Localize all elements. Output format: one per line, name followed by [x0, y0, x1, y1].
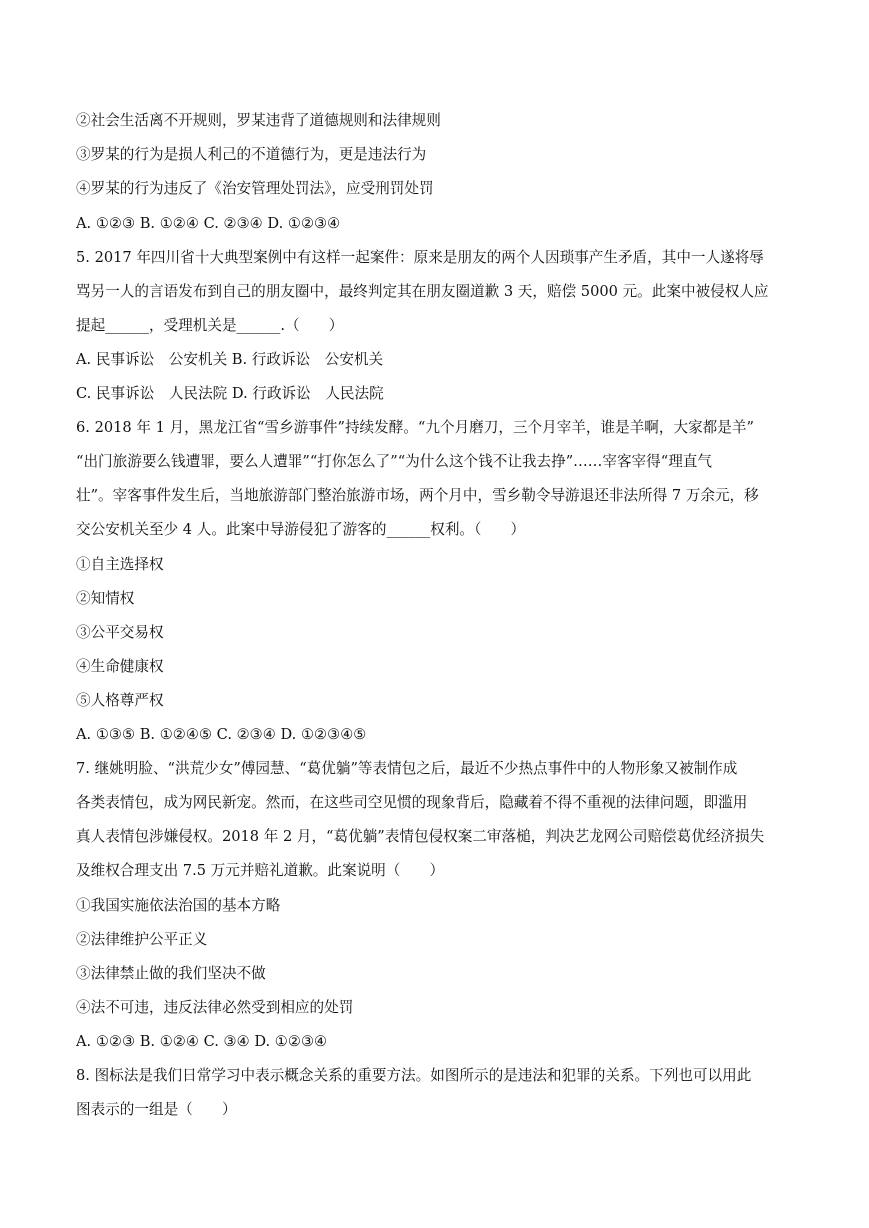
list-item: ①我国实施依法治国的基本方略 [76, 897, 281, 914]
list-item: ④生命健康权 [76, 658, 164, 675]
question-7-text: 7. 继姚明脸、“洪荒少女”傅园慧、“葛优躺”等表情包之后，最近不少热点事件中的人物形象又被制作成 [76, 760, 738, 777]
list-item: ③法律禁止做的我们坚决不做 [76, 965, 266, 982]
list-item: ②知情权 [76, 590, 135, 607]
question-5-text: 骂另一人的言语发布到自己的朋友圈中，最终判定其在朋友圈道歉 3 天，赔偿 5000 元。此案中被侵权人应 [76, 283, 769, 300]
question-7-text: 真人表情包涉嫌侵权。2018 年 2 月，“葛优躺”表情包侵权案二审落槌，判决艺龙网公司赔偿葛优经济损失 [76, 828, 765, 845]
list-item: ③公平交易权 [76, 624, 164, 641]
question-7-text: 各类表情包，成为网民新宠。然而，在这些司空见惯的现象背后，隐藏着不得不重视的法律问题，即滥用 [76, 794, 748, 811]
question-5-text: 5. 2017 年四川省十大典型案例中有这样一起案件：原来是朋友的两个人因琐事产生矛盾，其中一人遂将辱 [76, 249, 764, 266]
list-item: ②法律维护公平正义 [76, 931, 208, 948]
answer-options: A. ①②③ B. ①②④ C. ②③④ D. ①②③④ [76, 215, 341, 232]
question-8-text: 8. 图标法是我们日常学习中表示概念关系的重要方法。如图所示的是违法和犯罪的关系。下列也可以用此 [76, 1067, 752, 1084]
list-item: ④法不可违，违反法律必然受到相应的处罚 [76, 999, 354, 1016]
question-6-text: 6. 2018 年 1 月，黑龙江省“雪乡游事件”持续发酵。“九个月磨刀，三个月宰羊，谁是羊啊，大家都是羊” [76, 419, 754, 436]
answer-options: A. ①③⑤ B. ①②④⑤ C. ②③④ D. ①②③④⑤ [76, 726, 367, 743]
text-line: ④罗某的行为违反了《治安管理处罚法》，应受刑罚处罚 [76, 180, 434, 197]
answer-options: C. 民事诉讼 人民法院 D. 行政诉讼 人民法院 [76, 385, 384, 402]
question-6-text: “出门旅游要么钱遭罪，要么人遭罪”“打你怎么了”“为什么这个钱不让我去挣”……宰客宰得“理直气 [76, 453, 712, 470]
text-line: ②社会生活离不开规则，罗某违背了道德规则和法律规则 [76, 112, 441, 129]
text-line: ③罗某的行为是损人利己的不道德行为，更是违法行为 [76, 146, 427, 163]
question-5-text: 提起______，受理机关是______.（ ） [76, 317, 344, 334]
question-7-text: 及维权合理支出 7.5 万元并赔礼道歉。此案说明（ ） [76, 862, 445, 879]
answer-options: A. 民事诉讼 公安机关 B. 行政诉讼 公安机关 [76, 351, 384, 368]
question-6-text: 交公安机关至少 4 人。此案中导游侵犯了游客的______权利。（ ） [76, 521, 526, 538]
question-6-text: 壮”。宰客事件发生后，当地旅游部门整治旅游市场，两个月中，雪乡勒令导游退还非法所得 7 万余元，移 [76, 487, 759, 504]
answer-options: A. ①②③ B. ①②④ C. ③④ D. ①②③④ [76, 1033, 328, 1050]
list-item: ①自主选择权 [76, 556, 164, 573]
list-item: ⑤人格尊严权 [76, 692, 164, 709]
question-8-text: 图表示的一组是（ ） [76, 1101, 237, 1118]
